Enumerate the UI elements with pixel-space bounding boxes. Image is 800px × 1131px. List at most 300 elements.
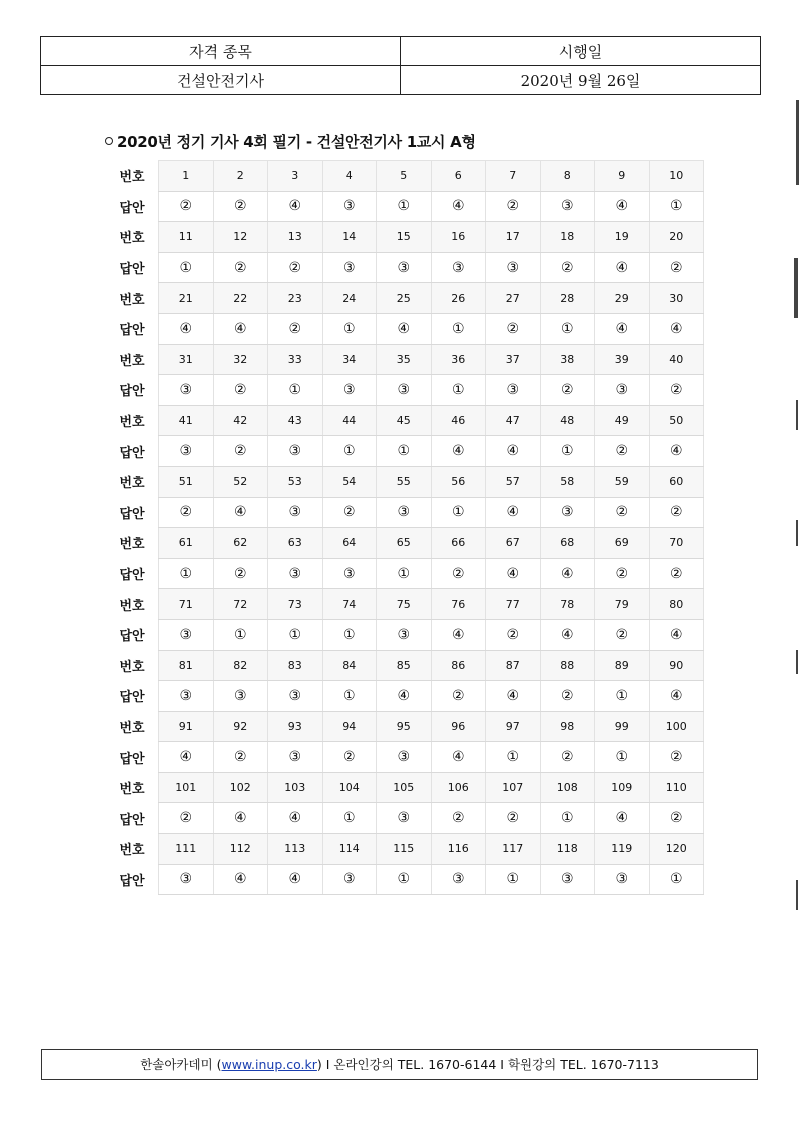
number-row [106, 650, 704, 681]
question-number-cell: 109 [595, 772, 650, 803]
question-number-cell: 46 [431, 405, 486, 436]
answer-cell: ② [540, 252, 595, 283]
answer-cell: ② [649, 558, 704, 589]
exam-date-label: 시행일 [401, 37, 761, 66]
question-number-cell: 118 [540, 834, 595, 865]
question-number-cell: 101 [159, 772, 214, 803]
question-number-cell: 104 [322, 772, 377, 803]
question-number-cell: 12 [213, 222, 268, 253]
number-row-label: 번호 [119, 537, 145, 553]
answer-cell: ③ [595, 375, 650, 406]
answer-cell: ② [268, 252, 323, 283]
answer-cell: ② [595, 436, 650, 467]
question-number-cell: 97 [486, 711, 541, 742]
answer-cell: ④ [213, 313, 268, 344]
number-row-label: 번호 [119, 476, 145, 492]
question-number-cell: 83 [268, 650, 323, 681]
answer-cell: ② [595, 558, 650, 589]
answer-row [106, 803, 704, 834]
answer-cell: ② [268, 313, 323, 344]
answer-cell: ④ [486, 558, 541, 589]
circle-bullet-icon [105, 137, 113, 145]
question-number-cell: 6 [431, 161, 486, 192]
question-number-cell: 114 [322, 834, 377, 865]
question-number-cell: 65 [377, 528, 432, 559]
answer-cell: ② [649, 497, 704, 528]
answer-cell: ① [431, 497, 486, 528]
answer-cell: ① [268, 619, 323, 650]
answer-cell: ④ [213, 803, 268, 834]
question-number-cell: 10 [649, 161, 704, 192]
question-number-cell: 72 [213, 589, 268, 620]
answer-row [106, 558, 704, 589]
question-number-cell: 64 [322, 528, 377, 559]
question-number-cell: 36 [431, 344, 486, 375]
scan-edge-mark [796, 880, 798, 910]
answer-cell: ④ [431, 619, 486, 650]
answer-cell: ① [595, 742, 650, 773]
answer-cell: ④ [377, 681, 432, 712]
answer-cell: ① [159, 252, 214, 283]
answer-cell: ④ [159, 313, 214, 344]
question-number-cell: 8 [540, 161, 595, 192]
answer-cell: ③ [159, 619, 214, 650]
number-row-label: 번호 [119, 292, 145, 308]
answer-cell: ② [213, 436, 268, 467]
number-row [106, 589, 704, 620]
answer-cell: ④ [431, 191, 486, 222]
answer-cell: ④ [649, 436, 704, 467]
question-number-cell: 73 [268, 589, 323, 620]
answer-cell: ④ [213, 497, 268, 528]
number-row [106, 405, 704, 436]
answer-row-label: 답안 [119, 506, 145, 522]
question-number-cell: 49 [595, 405, 650, 436]
answer-cell: ② [322, 742, 377, 773]
question-number-cell: 111 [159, 834, 214, 865]
answer-cell: ④ [649, 681, 704, 712]
section-title [105, 131, 476, 152]
question-number-cell: 63 [268, 528, 323, 559]
answer-cell: ① [649, 864, 704, 895]
answer-cell: ④ [649, 619, 704, 650]
question-number-cell: 40 [649, 344, 704, 375]
question-number-cell: 15 [377, 222, 432, 253]
answer-cell: ③ [322, 864, 377, 895]
question-number-cell: 30 [649, 283, 704, 314]
question-number-cell: 14 [322, 222, 377, 253]
question-number-cell: 60 [649, 466, 704, 497]
question-number-cell: 1 [159, 161, 214, 192]
answer-cell: ② [213, 252, 268, 283]
footer-separator-2: I [500, 1057, 504, 1072]
question-number-cell: 115 [377, 834, 432, 865]
question-number-cell: 44 [322, 405, 377, 436]
answer-cell: ④ [268, 191, 323, 222]
answer-row-label: 답안 [119, 445, 145, 461]
answer-cell: ② [213, 558, 268, 589]
question-number-cell: 47 [486, 405, 541, 436]
question-number-cell: 43 [268, 405, 323, 436]
answer-row [106, 436, 704, 467]
answer-row-label: 답안 [119, 690, 145, 706]
answer-cell: ② [322, 497, 377, 528]
question-number-cell: 85 [377, 650, 432, 681]
answer-cell: ① [431, 375, 486, 406]
answer-cell: ③ [540, 497, 595, 528]
answer-cell: ③ [268, 558, 323, 589]
question-number-cell: 37 [486, 344, 541, 375]
answer-row-label: 답안 [119, 262, 145, 278]
footer-online-phone: 온라인강의 TEL. 1670-6144 [329, 1057, 501, 1072]
answer-cell: ① [377, 436, 432, 467]
question-number-cell: 100 [649, 711, 704, 742]
answer-cell: ④ [159, 742, 214, 773]
answer-row-label: 답안 [119, 200, 145, 216]
number-row-label: 번호 [119, 170, 145, 186]
answer-cell: ③ [322, 191, 377, 222]
scan-edge-mark [796, 400, 798, 430]
number-row [106, 772, 704, 803]
question-number-cell: 91 [159, 711, 214, 742]
answer-cell: ④ [213, 864, 268, 895]
answer-key-table [106, 160, 704, 895]
answer-cell: ④ [486, 497, 541, 528]
question-number-cell: 50 [649, 405, 704, 436]
question-number-cell: 113 [268, 834, 323, 865]
answer-cell: ① [159, 558, 214, 589]
answer-cell: ② [595, 619, 650, 650]
footer-after-link: ) [316, 1057, 326, 1072]
question-number-cell: 45 [377, 405, 432, 436]
scan-edge-mark [796, 100, 799, 185]
answer-row [106, 191, 704, 222]
question-number-cell: 116 [431, 834, 486, 865]
question-number-cell: 66 [431, 528, 486, 559]
question-number-cell: 70 [649, 528, 704, 559]
question-number-cell: 4 [322, 161, 377, 192]
answer-cell: ② [431, 803, 486, 834]
question-number-cell: 25 [377, 283, 432, 314]
footer-offline-phone: 학원강의 TEL. 1670-7113 [503, 1057, 659, 1072]
question-number-cell: 2 [213, 161, 268, 192]
number-row-label: 번호 [119, 782, 145, 798]
question-number-cell: 102 [213, 772, 268, 803]
number-row [106, 711, 704, 742]
number-row-label: 번호 [119, 659, 145, 675]
answer-cell: ② [486, 803, 541, 834]
answer-cell: ③ [431, 252, 486, 283]
question-number-cell: 75 [377, 589, 432, 620]
answer-cell: ② [649, 742, 704, 773]
question-number-cell: 19 [595, 222, 650, 253]
question-number-cell: 3 [268, 161, 323, 192]
answer-cell: ③ [377, 619, 432, 650]
question-number-cell: 106 [431, 772, 486, 803]
question-number-cell: 84 [322, 650, 377, 681]
answer-cell: ④ [377, 313, 432, 344]
question-number-cell: 48 [540, 405, 595, 436]
question-number-cell: 51 [159, 466, 214, 497]
question-number-cell: 39 [595, 344, 650, 375]
answer-cell: ② [540, 742, 595, 773]
answer-cell: ③ [159, 864, 214, 895]
answer-cell: ③ [377, 252, 432, 283]
answer-cell: ① [649, 191, 704, 222]
question-number-cell: 20 [649, 222, 704, 253]
question-number-cell: 55 [377, 466, 432, 497]
question-number-cell: 54 [322, 466, 377, 497]
question-number-cell: 26 [431, 283, 486, 314]
question-number-cell: 11 [159, 222, 214, 253]
answer-cell: ③ [540, 191, 595, 222]
answer-cell: ② [540, 375, 595, 406]
question-number-cell: 42 [213, 405, 268, 436]
footer-separator: I [325, 1057, 330, 1072]
footer-academy: 한솔아카데미 ( [140, 1057, 222, 1072]
answer-cell: ③ [377, 375, 432, 406]
scan-edge-mark [794, 258, 798, 318]
question-number-cell: 86 [431, 650, 486, 681]
question-number-cell: 96 [431, 711, 486, 742]
answer-cell: ② [159, 497, 214, 528]
number-row-label: 번호 [119, 843, 145, 859]
exam-info-table [40, 36, 761, 95]
answer-cell: ① [377, 191, 432, 222]
question-number-cell: 82 [213, 650, 268, 681]
question-number-cell: 17 [486, 222, 541, 253]
question-number-cell: 27 [486, 283, 541, 314]
question-number-cell: 80 [649, 589, 704, 620]
question-number-cell: 69 [595, 528, 650, 559]
answer-cell: ③ [322, 375, 377, 406]
answer-cell: ② [486, 191, 541, 222]
question-number-cell: 16 [431, 222, 486, 253]
answer-cell: ④ [486, 681, 541, 712]
question-number-cell: 94 [322, 711, 377, 742]
answer-row [106, 864, 704, 895]
answer-row-label: 답안 [119, 812, 145, 828]
answer-cell: ② [431, 681, 486, 712]
question-number-cell: 56 [431, 466, 486, 497]
number-row [106, 344, 704, 375]
answer-cell: ③ [322, 252, 377, 283]
question-number-cell: 95 [377, 711, 432, 742]
number-row-label: 번호 [119, 720, 145, 736]
footer-website-link[interactable]: www.inup.co.kr [221, 1057, 317, 1072]
answer-cell: ② [431, 558, 486, 589]
answer-cell: ④ [486, 436, 541, 467]
number-row [106, 466, 704, 497]
question-number-cell: 57 [486, 466, 541, 497]
question-number-cell: 87 [486, 650, 541, 681]
question-number-cell: 93 [268, 711, 323, 742]
exam-date-value: 2020년 9월 26일 [401, 66, 761, 95]
question-number-cell: 103 [268, 772, 323, 803]
answer-cell: ④ [268, 803, 323, 834]
answer-cell: ④ [540, 619, 595, 650]
question-number-cell: 21 [159, 283, 214, 314]
question-number-cell: 71 [159, 589, 214, 620]
number-row-label: 번호 [119, 353, 145, 369]
question-number-cell: 58 [540, 466, 595, 497]
answer-cell: ③ [377, 497, 432, 528]
scan-edge-mark [796, 650, 798, 674]
answer-cell: ④ [431, 436, 486, 467]
answer-cell: ② [486, 313, 541, 344]
question-number-cell: 120 [649, 834, 704, 865]
question-number-cell: 76 [431, 589, 486, 620]
answer-cell: ④ [595, 191, 650, 222]
answer-cell: ① [322, 803, 377, 834]
question-number-cell: 52 [213, 466, 268, 497]
answer-cell: ② [649, 252, 704, 283]
number-row [106, 222, 704, 253]
answer-cell: ① [377, 558, 432, 589]
answer-cell: ③ [486, 252, 541, 283]
question-number-cell: 99 [595, 711, 650, 742]
answer-cell: ③ [268, 436, 323, 467]
footer-bar [41, 1049, 758, 1080]
answer-row [106, 742, 704, 773]
answer-row [106, 375, 704, 406]
answer-cell: ③ [268, 681, 323, 712]
answer-cell: ② [159, 803, 214, 834]
answer-cell: ① [322, 436, 377, 467]
answer-cell: ④ [595, 252, 650, 283]
answer-cell: ① [540, 313, 595, 344]
question-number-cell: 29 [595, 283, 650, 314]
answer-cell: ③ [377, 742, 432, 773]
question-number-cell: 62 [213, 528, 268, 559]
number-row [106, 834, 704, 865]
question-number-cell: 78 [540, 589, 595, 620]
answer-cell: ② [213, 742, 268, 773]
answer-cell: ① [268, 375, 323, 406]
answer-cell: ② [213, 375, 268, 406]
question-number-cell: 53 [268, 466, 323, 497]
question-number-cell: 117 [486, 834, 541, 865]
answer-cell: ③ [268, 497, 323, 528]
answer-cell: ③ [595, 864, 650, 895]
question-number-cell: 9 [595, 161, 650, 192]
answer-row-label: 답안 [119, 751, 145, 767]
answer-cell: ② [213, 191, 268, 222]
question-number-cell: 41 [159, 405, 214, 436]
question-number-cell: 38 [540, 344, 595, 375]
question-number-cell: 23 [268, 283, 323, 314]
question-number-cell: 34 [322, 344, 377, 375]
question-number-cell: 31 [159, 344, 214, 375]
answer-cell: ③ [431, 864, 486, 895]
answer-cell: ② [486, 619, 541, 650]
question-number-cell: 81 [159, 650, 214, 681]
answer-row [106, 681, 704, 712]
answer-cell: ① [322, 619, 377, 650]
answer-cell: ② [595, 497, 650, 528]
question-number-cell: 32 [213, 344, 268, 375]
question-number-cell: 119 [595, 834, 650, 865]
answer-cell: ③ [377, 803, 432, 834]
question-number-cell: 77 [486, 589, 541, 620]
question-number-cell: 105 [377, 772, 432, 803]
answer-row-label: 답안 [119, 384, 145, 400]
answer-cell: ③ [159, 375, 214, 406]
answer-cell: ③ [213, 681, 268, 712]
question-number-cell: 90 [649, 650, 704, 681]
question-number-cell: 33 [268, 344, 323, 375]
answer-key-body [106, 161, 704, 895]
question-number-cell: 67 [486, 528, 541, 559]
answer-cell: ① [377, 864, 432, 895]
answer-cell: ③ [322, 558, 377, 589]
answer-cell: ③ [159, 681, 214, 712]
answer-cell: ① [486, 864, 541, 895]
answer-cell: ④ [595, 803, 650, 834]
answer-row-label: 답안 [119, 323, 145, 339]
scan-edge-mark [796, 520, 798, 546]
answer-row-label: 답안 [119, 629, 145, 645]
question-number-cell: 98 [540, 711, 595, 742]
question-number-cell: 18 [540, 222, 595, 253]
answer-row-label: 답안 [119, 568, 145, 584]
question-number-cell: 61 [159, 528, 214, 559]
answer-cell: ③ [159, 436, 214, 467]
question-number-cell: 59 [595, 466, 650, 497]
exam-subject-label: 자격 종목 [41, 37, 401, 66]
answer-row [106, 252, 704, 283]
answer-cell: ② [649, 803, 704, 834]
answer-cell: ① [322, 313, 377, 344]
question-number-cell: 89 [595, 650, 650, 681]
answer-cell: ① [540, 803, 595, 834]
answer-cell: ③ [540, 864, 595, 895]
question-number-cell: 108 [540, 772, 595, 803]
question-number-cell: 7 [486, 161, 541, 192]
question-number-cell: 88 [540, 650, 595, 681]
exam-subject-value: 건설안전기사 [41, 66, 401, 95]
answer-cell: ④ [540, 558, 595, 589]
number-row-label: 번호 [119, 598, 145, 614]
question-number-cell: 24 [322, 283, 377, 314]
number-row [106, 283, 704, 314]
question-number-cell: 35 [377, 344, 432, 375]
answer-row [106, 497, 704, 528]
answer-cell: ① [595, 681, 650, 712]
answer-cell: ④ [595, 313, 650, 344]
answer-cell: ① [213, 619, 268, 650]
question-number-cell: 79 [595, 589, 650, 620]
number-row-label: 번호 [119, 415, 145, 431]
answer-cell: ② [649, 375, 704, 406]
answer-cell: ③ [268, 742, 323, 773]
question-number-cell: 28 [540, 283, 595, 314]
answer-cell: ④ [268, 864, 323, 895]
section-title-text: 2020년 정기 기사 4회 필기 - 건설안전기사 1교시 A형 [117, 133, 476, 151]
question-number-cell: 110 [649, 772, 704, 803]
answer-cell: ① [540, 436, 595, 467]
answer-cell: ① [322, 681, 377, 712]
number-row-label: 번호 [119, 231, 145, 247]
answer-cell: ② [159, 191, 214, 222]
question-number-cell: 92 [213, 711, 268, 742]
question-number-cell: 112 [213, 834, 268, 865]
answer-cell: ④ [649, 313, 704, 344]
number-row [106, 161, 704, 192]
answer-row-label: 답안 [119, 873, 145, 889]
answer-cell: ③ [486, 375, 541, 406]
answer-cell: ① [431, 313, 486, 344]
